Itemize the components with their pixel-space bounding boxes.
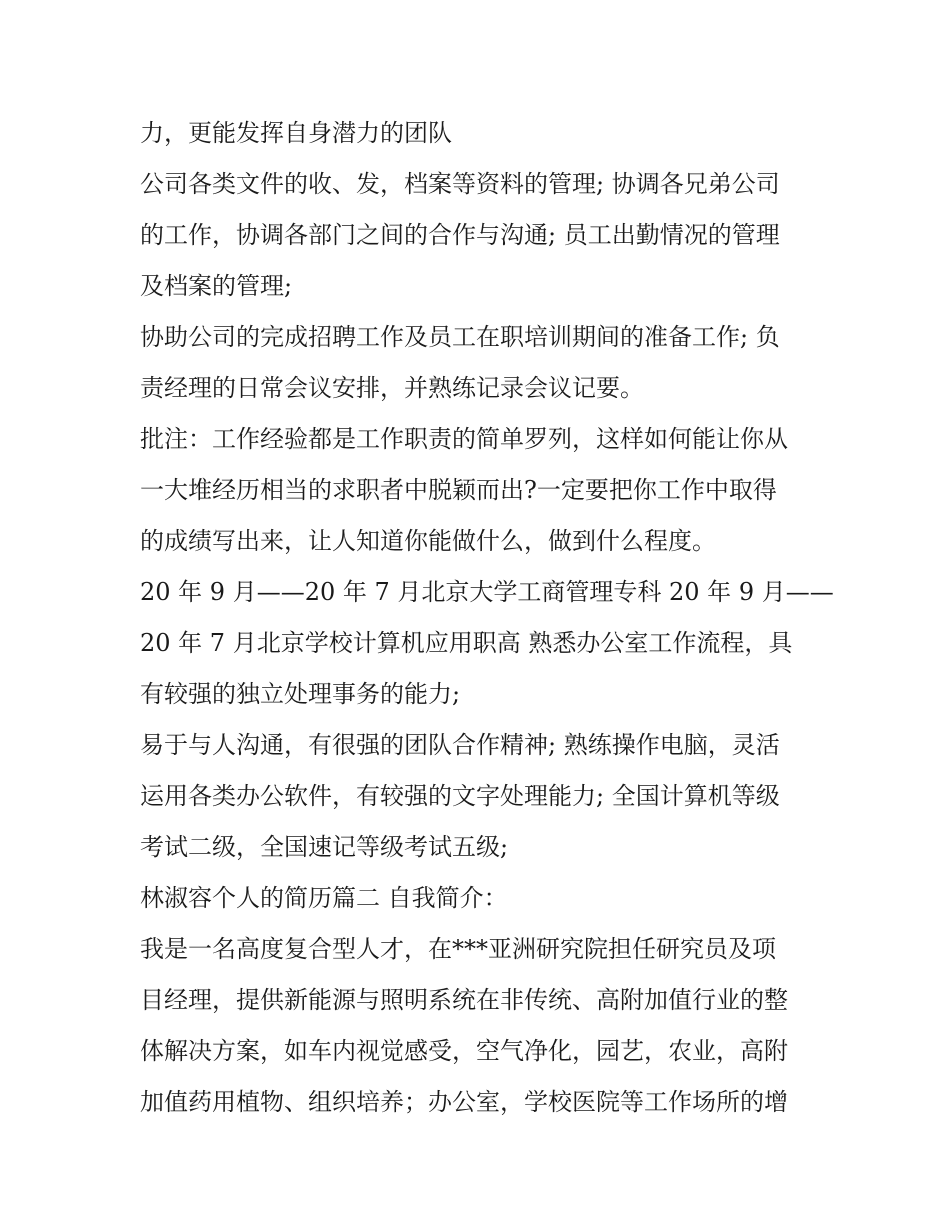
text-line: 的成绩写出来，让人知道你能做什么，做到什么程度。: [140, 527, 716, 555]
text-line: 我是一名高度复合型人才，在***亚洲研究院担任研究员及项: [140, 935, 776, 963]
text-line: 的工作，协调各部门之间的合作与沟通; 员工出勤情况的管理: [140, 221, 780, 249]
text-line: 易于与人沟通，有很强的团队合作精神; 熟练操作电脑，灵活: [140, 731, 780, 759]
text-line: 考试二级，全国速记等级考试五级;: [140, 833, 509, 861]
text-line: 林淑容个人的简历篇二 自我简介：: [140, 884, 508, 912]
document-body: [140, 108, 834, 1128]
text-line: 公司各类文件的收、发，档案等资料的管理; 协调各兄弟公司: [140, 170, 780, 198]
text-line: 体解决方案，如车内视觉感受，空气净化，园艺，农业，高附: [140, 1037, 788, 1065]
text-line: 20 年 7 月北京学校计算机应用职高 熟悉办公室工作流程，具: [140, 629, 793, 657]
text-line: 责经理的日常会议安排，并熟练记录会议记要。: [140, 374, 644, 402]
text-line: 运用各类办公软件，有较强的文字处理能力; 全国计算机等级: [140, 782, 780, 810]
text-line: 批注：工作经验都是工作职责的简单罗列，这样如何能让你从: [140, 425, 788, 453]
text-line: 力，更能发挥自身潜力的团队: [140, 119, 452, 147]
text-line: 目经理，提供新能源与照明系统在非传统、高附加值行业的整: [140, 986, 788, 1014]
text-line: 20 年 9 月——20 年 7 月北京大学工商管理专科 20 年 9 月——: [140, 578, 834, 606]
text-line: 一大堆经历相当的求职者中脱颖而出?一定要把你工作中取得: [140, 476, 777, 504]
text-line: 及档案的管理;: [140, 272, 293, 300]
text-line: 有较强的独立处理事务的能力;: [140, 680, 461, 708]
text-line: 加值药用植物、组织培养；办公室，学校医院等工作场所的增: [140, 1088, 788, 1116]
text-line: 协助公司的完成招聘工作及员工在职培训期间的准备工作; 负: [140, 323, 780, 351]
